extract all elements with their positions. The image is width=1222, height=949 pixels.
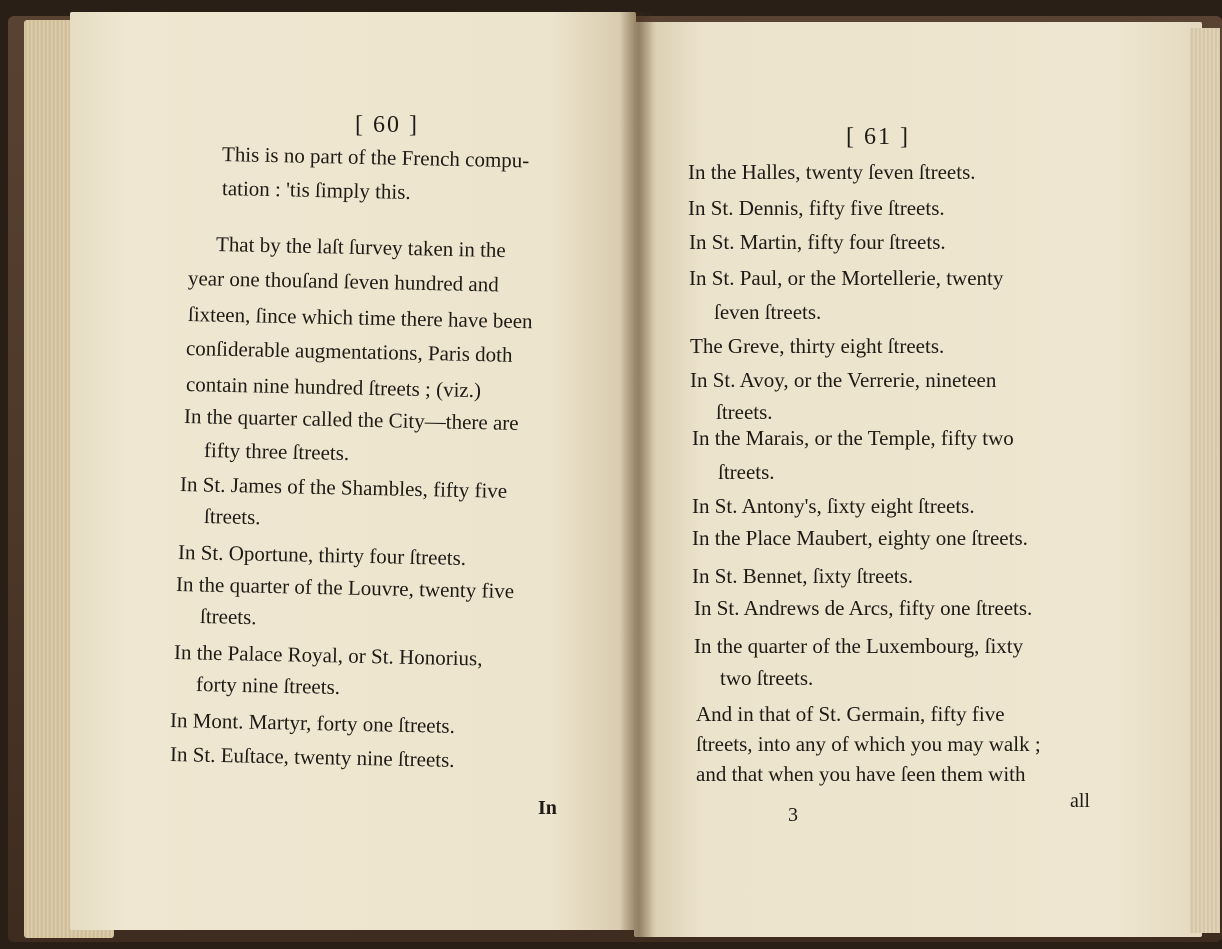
text-line: In St. Andrews de Arcs, fifty one ſtreets. (694, 596, 1033, 620)
right-page (634, 22, 1202, 937)
text-line: In St. James of the Shambles, fifty five (179, 472, 508, 503)
text-line: In St. Bennet, ſixty ſtreets. (692, 564, 914, 588)
text-line: This is no part of the French compu- (221, 142, 530, 173)
text-line: And in that of St. Germain, fifty five (696, 702, 1005, 726)
text-line: ſtreets. (716, 400, 773, 424)
text-line: ſtreets. (203, 504, 261, 530)
text-line: The Greve, thirty eight ſtreets. (690, 334, 945, 358)
text-line: tation : 'tis ſimply this. (221, 176, 411, 204)
text-line: In the Place Maubert, eighty one ſtreets. (692, 526, 1028, 550)
text-line: In St. Euſtace, twenty nine ſtreets. (169, 742, 455, 772)
text-line: In the Marais, or the Temple, fifty two (692, 426, 1014, 450)
page-number: [ 61 ] (846, 124, 910, 150)
text-line: fifty three ſtreets. (203, 438, 350, 466)
gutter-fold (620, 12, 654, 937)
page-edges-right (1190, 28, 1220, 933)
text-line: In the Palace Royal, or St. Honorius, (173, 640, 483, 671)
text-line: In the quarter of the Louvre, twenty five (175, 572, 515, 604)
text-line: conſiderable augmentations, Paris doth (185, 336, 513, 367)
text-line: In the quarter of the Luxembourg, ſixty (694, 634, 1024, 658)
text-line: In St. Dennis, fifty five ſtreets. (688, 196, 945, 220)
text-line: year one thouſand ſeven hundred and (187, 266, 500, 297)
left-page (70, 12, 636, 930)
catchword: all (1070, 790, 1090, 812)
text-line: In St. Oportune, thirty four ſtreets. (177, 540, 467, 571)
text-line: In the Halles, twenty ſeven ſtreets. (688, 160, 976, 184)
text-line: That by the laſt ſurvey taken in the (215, 232, 507, 263)
text-line: In St. Antony's, ſixty eight ſtreets. (692, 494, 975, 518)
catchword: In (538, 797, 557, 819)
text-line: In St. Martin, fifty four ſtreets. (689, 230, 946, 254)
text-line: two ſtreets. (720, 666, 814, 690)
text-line: ſtreets. (718, 460, 775, 484)
text-line: ſtreets, into any of which you may walk ; (696, 732, 1041, 756)
text-line: contain nine hundred ſtreets ; (viz.) (185, 372, 482, 403)
text-line: In St. Avoy, or the Verrerie, nineteen (690, 368, 997, 392)
signature-mark: 3 (788, 804, 798, 826)
page-number: [ 60 ] (355, 112, 419, 138)
text-line: ſtreets. (199, 604, 257, 630)
text-line: ſeven ſtreets. (714, 300, 822, 324)
text-line: In Mont. Martyr, forty one ſtreets. (169, 708, 456, 738)
text-line: ſixteen, ſince which time there have been (187, 302, 533, 334)
text-line: and that when you have ſeen them with (696, 762, 1026, 786)
text-line: In St. Paul, or the Mortellerie, twenty (689, 266, 1004, 290)
text-line: In the quarter called the City—there are (183, 404, 519, 436)
text-line: forty nine ſtreets. (195, 672, 341, 700)
